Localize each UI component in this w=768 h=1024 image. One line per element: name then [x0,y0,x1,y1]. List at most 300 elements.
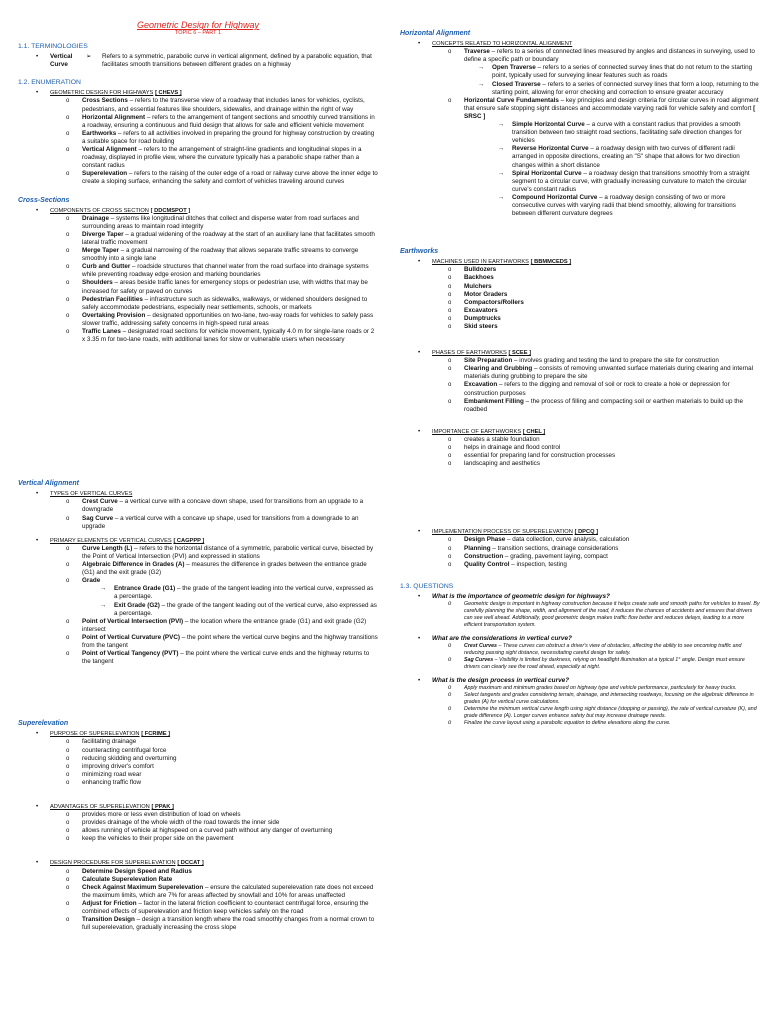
list-item [400,48,760,64]
circle-marker: o [66,876,70,883]
circle-marker: o [66,215,70,222]
answer-text: Determine the minimum vertical curve length using sight distance (stopping or passing), the rate of vertical curvature (K), and grade difference (A). Longer curves enhance safety but may increase drainage needs. [464,706,757,720]
item-term: Merge Taper [82,247,119,255]
circle-marker: o [66,618,70,625]
item-text: provides more or less even distribution of load on wheels [82,811,241,819]
left-column [18,0,378,932]
list-item [18,755,378,763]
item-text: keep the vehicles to their proper side on the pavement [82,835,234,843]
list-item [18,602,378,618]
list-item [400,398,760,414]
circle-marker: o [448,267,452,274]
item-text: counteracting centrifugal force [82,746,167,754]
item-desc: – roadside structures that channel water from the road surface into drainage systems while preventing roadway edge erosion and marking boundaries [82,263,369,279]
arrow-marker: → [498,121,505,129]
item-term: Sag Curves [464,657,494,664]
item-term: Overtaking Provision [82,311,146,319]
circle-marker: o [66,147,70,154]
bullet-marker: • [418,634,421,642]
circle-marker: o [66,771,70,778]
group-code: [ BBMMCEDS ] [530,259,572,266]
list-item [400,635,760,643]
list-item [400,436,760,444]
item-desc: – a roadway design that transitions smoothly from a straight segment to a circular curve, with gradually increasing curvature to match the circular curve's constant radius [512,169,750,193]
list-item [18,146,378,170]
item-desc: – the grade of the tangent leading out of the vertical curve, also expressed as a percentage. [114,601,377,617]
item-desc: – designated opportunities on two-lane, two-way roads for vehicles to safely pass slower traffic, addressing safety concerns in high-speed rural areas [82,311,374,327]
item-term: Point of Vertical Tangency (PVT) [82,650,179,658]
item-term: Vertical Alignment [82,146,137,154]
list-item [18,738,378,746]
item-term: Drainage [82,214,109,222]
arrow-marker: → [498,169,505,177]
list-item [18,835,378,843]
list-item [400,121,760,145]
vertical-alignment-heading: Vertical Alignment [18,480,79,488]
list-item [18,884,378,900]
list-item [18,247,378,263]
list-item [18,498,378,514]
list-item [18,296,378,312]
circle-marker: o [66,884,70,891]
circle-marker: o [448,275,452,282]
item-term: Earthworks [82,129,117,137]
item-term: Algebraic Difference in Grades (A) [82,561,185,569]
circle-marker: o [66,763,70,770]
circle-marker: o [448,545,452,552]
item-desc: – refers to a series of connected survey lines that form a loop, returning to the starting point, allowing for error checking and correction to ensure greater accuracy [492,80,759,96]
earthworks-heading: Earthworks [400,248,439,256]
circle-marker: o [66,900,70,907]
bullet-marker: • [36,206,39,214]
item-desc: – refers to a series of connected survey lines that do not return to the starting point, typically used for surveying linear features such as roads [492,64,753,80]
item-desc: – the point where the vertical curve begins and the highway transitions from the tangent [82,633,378,649]
circle-marker: o [66,820,70,827]
list-item [18,585,378,601]
list-item [18,328,378,344]
circle-marker: o [66,578,70,585]
bullet-marker: • [418,40,421,48]
circle-marker: o [448,283,452,290]
list-item [18,747,378,755]
circle-marker: o [66,651,70,658]
enumeration-list [18,89,378,186]
item-term: Site Preparation [464,357,513,365]
list-item [400,452,760,460]
list-item [400,561,760,569]
circle-marker: o [448,436,452,443]
circle-marker: o [66,248,70,255]
group-code: [ CAGPPP ] [173,537,205,544]
superelevation-heading: Superelevation [18,720,69,728]
list-item [400,677,760,685]
list-item [400,643,760,657]
group-title: MACHINES USED IN EARTHWORKS [432,259,529,266]
list-item [400,40,760,48]
item-term: Reverse Horizontal Curve [512,145,589,153]
arrow-marker: → [100,601,107,609]
circle-marker: o [66,499,70,506]
list-item [400,720,760,727]
item-desc: – refers to the raising of the outer edge of a road or railway curve above the inner edge to create a sloping surface, enhancing the safety and comfort of vehicles traveling around curves [82,170,378,186]
item-desc: – design a transition length where the road smoothly changes from a normal crown to full superelevation, gradually increasing the cross slope [82,916,375,932]
procedure-list [18,859,378,932]
circle-marker: o [448,453,452,460]
group-code: [ CHEL ] [522,428,546,435]
answer-text: Select tangents and grades considering terrain, drainage, and intersecting roadways, focusing on the algebraic difference in grades (A) for vertical curve calculations. [464,692,754,706]
list-item [400,274,760,282]
list-item [18,515,378,531]
group-title: DESIGN PROCEDURE FOR SUPERELEVATION [50,860,176,867]
enumeration-heading: 1.2. ENUMERATION [18,79,81,87]
group-title: GEOMETRIC DESIGN FOR HIGHWAYS [50,90,154,97]
list-item [18,231,378,247]
item-text: Mulchers [464,282,492,290]
item-desc: – a roadway design consisting of two or more consecutive curves with varying radii that blend smoothly, allowing for transitions between different curvature degrees [512,193,736,218]
list-item [18,537,378,545]
group-title: PHASES OF EARTHWORKS [432,350,507,357]
list-item [18,771,378,779]
bullet-marker: • [36,730,39,738]
circle-marker: o [66,114,70,121]
terminology-vertical-curve [18,53,378,69]
list-item [18,868,378,876]
circle-marker: o [66,545,70,552]
bullet-marker: • [418,528,421,536]
circle-marker: o [66,171,70,178]
item-desc: – designated road sections for vehicle movement, typically 4.0 m for single-lane roads or 2 x 3.35 m for two-lane roads, with additional lanes for slow or vulnerable users when necessary [82,328,375,344]
item-text: Motor Graders [464,290,508,298]
item-desc: – inspection, testing [509,560,567,568]
item-term: Horizontal Curve Fundamentals [464,96,559,104]
circle-marker: o [66,515,70,522]
circle-marker: o [448,366,452,373]
circle-marker: o [448,299,452,306]
list-item [400,601,760,629]
arrow-marker: → [478,80,485,88]
item-term: Adjust for Friction [82,899,137,907]
group-title: ADVANTAGES OF SUPERELEVATION [50,804,150,810]
terminologies-heading: 1.1. TERMINOLOGIES [18,43,88,50]
item-term: Entrance Grade (G1) [114,585,176,593]
item-desc: – the point where the vertical curve ends and the highway returns to the tangent [82,650,370,666]
item-term: Shoulders [82,279,113,287]
list-item [400,365,760,381]
bullet-marker: • [418,258,421,266]
list-item [400,381,760,397]
item-desc: – a roadway design with two curves of different radii arranged in opposite directions, creating an "S" shape that allows for two direction changes within a short distance [512,145,740,169]
question-text: What is the importance of geometric design for highways? [432,592,610,600]
list-item [400,323,760,331]
circle-marker: o [448,358,452,365]
arrow-marker: → [498,145,505,153]
group-title: COMPONENTS OF CROSS SECTION [50,207,149,214]
circle-marker: o [66,917,70,924]
item-term: Embankment Filling [464,397,524,405]
document-subtitle: TOPIC 6 – PART 1 [174,30,222,36]
item-desc: – consists of removing unwanted surface materials during clearing and internal materials during grubbing to prepare the site [464,365,754,381]
item-term: Exit Grade (G2) [114,601,160,609]
list-item [18,490,378,498]
item-desc: – key principles and design criteria for circular curves in road alignment that ensure safe stopping sight distances and accommodate varying radii for vehicle safety and comfort [464,96,759,112]
arrowhead-marker: ➢ [86,53,92,61]
list-item [400,444,760,452]
group-code: [ CHEVS ] [155,90,182,97]
item-text: Compactors/Rollers [464,298,524,306]
arrow-marker: → [498,193,505,201]
item-desc: – refers to all activities involved in preparing the ground for highway construction by creating a suitable space for road building [82,129,375,145]
item-term: Traverse [464,48,490,56]
circle-marker: o [448,398,452,405]
item-text: enhancing traffic flow [82,778,142,786]
item-desc: – a gradual narrowing of the roadway that allows separate traffic streams to converge smoothly into a single lane [82,247,359,263]
item-term: Planning [464,544,491,552]
list-item [400,307,760,315]
list-item [400,291,760,299]
item-desc: – refers to the digging and removal of soil or rock to create a hole or depression for construction purposes [464,381,730,397]
circle-marker: o [448,720,452,727]
item-desc: – ensure the calculated superelevation rate does not exceed the maximum limits, which are 7% for areas affected by snowfall and 10% for areas unaffected [82,883,374,899]
item-term: Design Phase [464,536,506,544]
answer-text: Geometric design is important in highway construction because it helps create safe and smooth paths for vehicles to travel. By carefully planning the shape, width, and alignment of the road, it reduces the chances of accidents and ensures that drivers can see well ahead. Additionally, good geometric design makes traffic flow better and reduces delays, leading to a more efficient transportation system. [464,600,760,628]
item-text: minimizing road wear [82,770,142,778]
group-code: [ DDCMSPOT ] [150,207,191,214]
group-title: IMPLEMENTATION PROCESS OF SUPERELEVATION [432,529,573,536]
circle-marker: o [66,828,70,835]
item-desc: – factor in the lateral friction coefficient to counteract centrifugal force, ensuring the combined effects of superelevation and friction keep vehicles safely on the road [82,899,369,916]
item-term: Grade [82,577,101,585]
item-term: Open Traverse [492,64,536,72]
item-term: Traffic Lanes [82,328,121,335]
list-item [18,545,378,561]
answer-text: – These curves can obstruct a driver's view of obstacles, affecting the ability to see oncoming traffic and reducing passing sight distance, necessitating careful design for safety. [464,643,742,657]
item-text: Backhoes [464,274,494,282]
item-term: Cross Sections [82,97,128,105]
item-desc: – data collection, curve analysis, calculation [505,536,630,544]
list-item [18,577,378,585]
circle-marker: o [448,307,452,314]
list-item [18,811,378,819]
item-term: Clearing and Grubbing [464,365,533,373]
item-desc: – a curve with a constant radius that provides a smooth transition between two straight road sections, facilitating safe direction changes for vehicles [512,121,742,145]
item-desc: – a gradual widening of the roadway at the start of an auxiliary lane that facilitates smooth lateral traffic movement [82,230,375,246]
circle-marker: o [66,755,70,762]
circle-marker: o [66,329,70,335]
list-item [400,692,760,706]
circle-marker: o [66,130,70,137]
item-text: reducing skidding and overturning [82,754,177,762]
group-title: TYPES OF VERTICAL CURVES [50,491,133,498]
item-code: [ SRSC ] [464,104,756,120]
list-item [400,266,760,274]
bullet-marker: • [36,859,39,867]
list-item [18,561,378,577]
circle-marker: o [66,562,70,569]
horizontal-alignment-heading: Horizontal Alignment [400,30,471,37]
bullet-marker: • [418,592,421,600]
item-term: Diverge Taper [82,230,124,238]
group-code: [ DCCAT ] [177,860,204,867]
questions-list [400,593,760,727]
item-term: Pedestrian Facilities [82,295,143,303]
list-item [400,553,760,561]
item-term: Calculate Superelevation Rate [82,875,173,883]
item-text: improving driver's comfort [82,762,154,770]
circle-marker: o [66,98,70,105]
implementation-list [400,528,760,568]
list-item [400,536,760,544]
item-term: Crest Curves [464,643,497,650]
list-item [18,730,378,738]
circle-marker: o [448,553,452,560]
list-item [400,460,760,468]
answer-text: Finalize the curve layout using a parabolic equation to define elevations along the curve. [464,720,671,727]
item-term: Determine Design Speed and Radius [82,867,192,875]
circle-marker: o [448,643,452,650]
list-item [400,428,760,436]
circle-marker: o [66,296,70,303]
list-item [18,89,378,97]
circle-marker: o [448,706,452,713]
circle-marker: o [66,634,70,641]
group-title: CONCEPTS RELATED TO HORIZONTAL ALIGNMENT [432,41,573,48]
group-title: IMPORTANCE OF EARTHWORKS [432,428,522,435]
answer-text: Apply maximum and minimum grades based on highway type and vehicle performance, particularly for heavy trucks. [464,685,737,692]
item-desc: – systems like longitudinal ditches that collect and disperse water from road surfaces and surrounding areas to maintain road integrity [82,214,359,230]
list-item [400,145,760,169]
list-item [18,876,378,884]
circle-marker: o [66,868,70,875]
circle-marker: o [448,49,452,56]
item-term: Point of Vertical Curvature (PVC) [82,633,180,641]
item-text: creates a stable foundation [464,435,540,443]
list-item [18,827,378,835]
circle-marker: o [66,231,70,238]
list-item [18,763,378,771]
list-item [18,650,378,666]
circle-marker: o [448,324,452,330]
bullet-marker: • [36,53,39,61]
item-text: allows running of vehicle at highspeed on a curved path without any danger of overturning [82,827,333,835]
phases-list [400,349,760,414]
list-item [400,64,760,80]
group-code: [ SCEE ] [508,350,531,357]
item-text: Skid steers [464,323,498,330]
list-item [18,618,378,634]
bullet-marker: • [36,803,39,810]
answer-text: – Visibility is limited by darkness, relying on headlight illumination at a typical 1° angle. Design must ensure drivers can clearly see the road ahead, especially at night. [464,657,745,671]
item-desc: – the process of filling and compacting soil or earthen materials to build up the roadbed [464,397,743,413]
list-item [400,357,760,365]
list-item [400,258,760,266]
item-term: Construction [464,552,504,560]
circle-marker: o [66,312,70,319]
horizontal-alignment-list [400,40,760,218]
item-desc: – a vertical curve with a concave up shape, used for transitions from a downgrade to an upgrade [82,514,359,530]
question-text: What are the considerations in vertical curve? [432,634,572,642]
item-desc: – involves grading and testing the land to prepare the site for construction [512,357,719,365]
item-term: Curb and Gutter [82,263,131,271]
list-item [18,170,378,186]
item-desc: – refers to the arrangement of straight-line gradients and longitudinal slopes in a roadway, displayed in profile view, where the curvature typically has a parabolic shape rather than a constant radius [82,146,362,170]
term-label: Vertical Curve [50,53,73,69]
bullet-marker: • [36,490,39,498]
item-text: Bulldozers [464,266,497,274]
list-item [400,170,760,194]
item-desc: – refers to the transverse view of a roadway that includes lanes for vehicles, cyclists, pedestrians, and essential features like shoulders, sidewalks, and drainage within the right of way [82,97,365,113]
circle-marker: o [448,445,452,452]
group-title: PRIMARY ELEMENTS OF VERTICAL CURVES [50,537,172,544]
list-item [18,779,378,787]
list-item [18,215,378,231]
circle-marker: o [66,812,70,819]
questions-heading: 1.3. QUESTIONS [400,582,454,590]
item-desc: – a vertical curve with a concave down shape, used for transitions from an upgrade to a downgrade [82,498,364,514]
item-term: Quality Control [464,560,510,568]
circle-marker: o [448,692,452,699]
item-term: Closed Traverse [492,80,541,88]
item-desc: – refers to the horizontal distance of a symmetric, parabolic vertical curve, bisected by the Point of Vertical Intersection (PVI) and expressed in stations [82,544,374,560]
list-item [18,312,378,328]
item-desc: – the grade of the tangent leading into the vertical curve, expressed as a percentage. [114,585,374,601]
circle-marker: o [448,561,452,568]
list-item [400,97,760,121]
list-item [400,685,760,692]
list-item [18,859,378,867]
item-text: Dumptrucks [464,314,501,322]
list-item [400,528,760,536]
bullet-marker: • [418,349,421,357]
question-text: What is the design process in vertical curve? [432,677,570,685]
circle-marker: o [448,600,452,607]
circle-marker: o [448,291,452,298]
cross-sections-heading: Cross-Sections [18,196,70,204]
machines-list [400,258,760,331]
list-item [18,207,378,215]
list-item [18,114,378,130]
circle-marker: o [66,264,70,271]
circle-marker: o [448,657,452,664]
advantages-list [18,803,378,843]
list-item [18,279,378,295]
item-term: Transition Design [82,916,135,924]
group-code: [ DPCQ ] [574,529,598,536]
list-item [400,593,760,601]
item-text: Excavators [464,306,498,314]
vertical-alignment-list [18,490,378,666]
circle-marker: o [448,97,452,104]
group-code: [ FCRIME ] [141,731,171,738]
circle-marker: o [448,382,452,389]
item-text: provides drainage of the whole width of the road towards the inner side [82,819,280,827]
list-item [400,545,760,553]
item-desc: – refers to a series of connected lines measured by angles and distances in surveying, used to define a specific path or boundary [464,48,755,64]
group-title: PURPOSE OF SUPERELEVATION [50,731,140,738]
list-item [18,97,378,113]
item-desc: – refers to the arrangement of tangent sections and smoothly curved transitions in a roadway, ensuring a continuous and fluid design that allows for safe and efficient vehicle movement [82,113,375,129]
bullet-marker: • [418,677,421,685]
list-item [18,130,378,146]
circle-marker: o [448,461,452,468]
item-term: Horizontal Alignment [82,113,146,121]
circle-marker: o [66,747,70,754]
item-term: Excavation [464,381,498,389]
document-title: Geometric Design for Highway [136,20,260,30]
circle-marker: o [66,280,70,287]
cross-sections-list [18,207,378,345]
circle-marker: o [448,537,452,544]
item-term: Check Against Maximum Superelevation [82,883,204,891]
